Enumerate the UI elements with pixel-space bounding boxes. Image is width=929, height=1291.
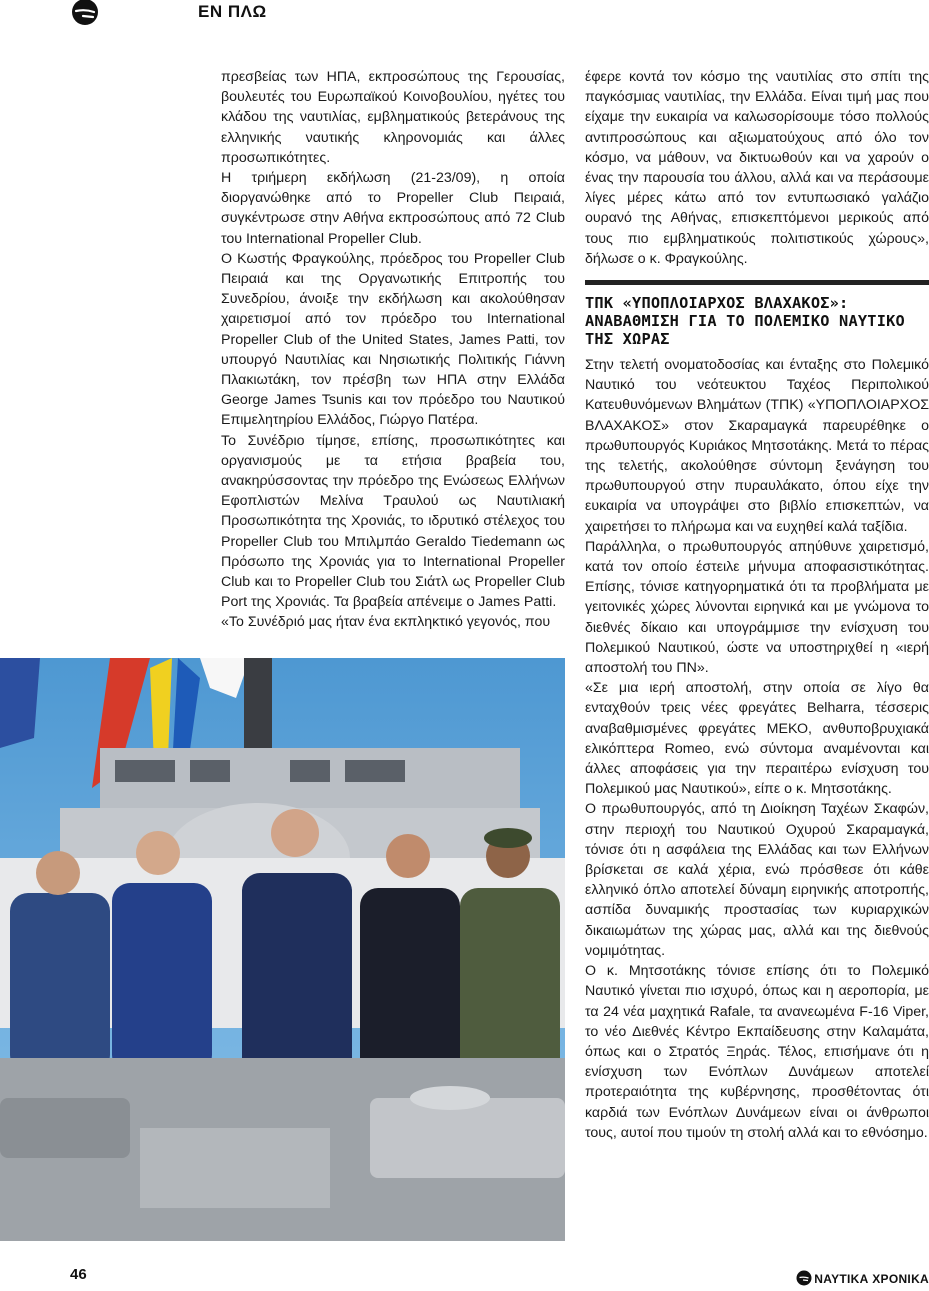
left-column: [221, 67, 565, 633]
section-heading: [585, 294, 929, 348]
heading-line: ΤΠΚ «ΥΠΟΠΛΟΙΑΡΧΟΣ ΒΛΑΧΑΚΟΣ»:: [585, 294, 849, 312]
right-column-top: [585, 67, 929, 269]
paragraph: πρεσβείας των ΗΠΑ, εκπροσώπους της Γερουσίας, βουλευτές του Ευρωπαϊκού Κοινοβουλίου, ηγέτες του κλάδου της ναυτιλίας, εμβληματικούς βετεράνους της ελληνικής ναυτικής κληρονομιάς και άλλες προσωπικότητες.: [221, 69, 565, 166]
heading-line: ΑΝΑΒΑΘΜΙΣΗ ΓΙΑ ΤΟ ΠΟΛΕΜΙΚΟ ΝΑΥΤΙΚΟ: [585, 312, 905, 330]
heading-divider: [585, 280, 929, 285]
paragraph: έφερε κοντά τον κόσμο της ναυτιλίας στο σπίτι της παγκόσμιας ναυτιλίας, την Ελλάδα. Είναι τιμή μας που είχαμε την ευκαιρία να καλωσορίσουμε τόσο πολλούς αντιπροσώπους και αξιωματούχους από όλο τον κόσμο, να μάθουν, να δικτυωθούν και να χαρούν ο ένας την παρουσία του άλλου, αλλά και να περάσουμε λίγες μέρες κάτω από τον εντυπωσιακό γαλάζιο ουρανό της Αθήνας, επισκεπτόμενοι μερικούς από τους πιο εμβληματικούς πολιτιστικούς χώρους», δήλωσε ο κ. Φραγκούλης.: [585, 69, 929, 267]
ceremony-photo: [0, 658, 565, 1241]
paragraph: Ο Κωστής Φραγκούλης, πρόεδρος του Propeller Club Πειραιά και της Οργανωτικής Επιτροπής του Συνεδρίου, άνοιξε την εκδήλωση και ακολούθησαν χαιρετισμοί από τον πρόεδρο του International Propeller Club of the United States, James Patti, τον υπουργό Ναυτιλίας και Νησιωτικής Πολιτικής Γιάννη Πλακιωτάκη, τον πρέσβη των ΗΠΑ στην Ελλάδα George James Tsunis και τον πρόεδρο του Ναυτικού Επιμελητηρίου Ελλάδος, Γιώργο Πατέρα.: [221, 250, 565, 429]
paragraph: Παράλληλα, ο πρωθυπουργός απηύθυνε χαιρετισμό, κατά τον οποίο έστειλε μήνυμα αποφασιστικότητας. Επίσης, τόνισε κατηγορηματικά ότι τα προβλήματα με γειτονικές χώρες λύνονται ειρηνικά και με γνώμονα το διεθνές δίκαιο και υπογράμμισε την ενίσχυση του Πολεμικού Ναυτικού, ώστε να υποστηριχθεί η «ιερή αποστολή του ΠΝ».: [585, 538, 929, 677]
heading-line: ΤΗΣ ΧΩΡΑΣ: [585, 330, 670, 348]
magazine-name: ΝΑΥΤΙΚΑ ΧΡΟΝΙΚΑ: [814, 1272, 929, 1286]
paragraph: Το Συνέδριο τίμησε, επίσης, προσωπικότητες και οργανισμούς με τα ετήσια βραβεία του, ανακηρύσσοντας την πρόεδρο της Ενώσεως Ελλήνων Εφοπλιστών Μελίνα Τραυλού ως Ναυτιλιακή Προσωπικότητα της Χρονιάς, το ιδρυτικό στέλεχος του Propeller Club του Μπιλμπάο Geraldo Tiedemann ως Πρόσωπο της Χρονιάς για το International Propeller Club και το Propeller Club του Σιάτλ ως Propeller Club Port της Χρονιάς. Τα βραβεία απένειμε ο James Patti.: [221, 432, 565, 611]
paragraph: Ο πρωθυπουργός, από τη Διοίκηση Ταχέων Σκαφών, στην περιοχή του Ναυτικού Οχυρού Σκαραμαγκά, τόνισε ότι η ασφάλεια της Ελλάδας και των Ελλήνων βρίσκεται σε καλά χέρια, ενώ πρόσθεσε ότι κάθε ελληνικό όπλο αποτελεί δύναμη ειρηνικής αποτροπής, ασπίδα δυναμικής προστασίας των κυριαρχικών δικαιωμάτων της χώρας μας, αλλά και της διεθνούς νομιμότητας.: [585, 801, 929, 959]
paragraph: Η τριήμερη εκδήλωση (21-23/09), η οποία διοργανώθηκε από το Propeller Club Πειραιά, συγκέντρωσε στην Αθήνα εκπροσώπους από 72 Club του International Propeller Club.: [221, 170, 565, 247]
paragraph: Στην τελετή ονοματοδοσίας και ένταξης στο Πολεμικό Ναυτικό του νεότευκτου Ταχέος Περιπολικού Κατευθυνόμενων Βλημάτων (ΤΠΚ) «ΥΠΟΠΛΟΙΑΡΧΟΣ ΒΛΑΧΑΚΟΣ» στον Σκαραμαγκά παρευρέθηκε ο πρωθυπουργός Κυριάκος Μητσοτάκης. Μετά το πέρας της τελετής, ακολούθησε σύντομη ξενάγηση του πρωθυπουργού στην πυραυλάκατο, όπου είχε την ευκαιρία να υπογράψει στο βιβλίο επισκεπτών, να χαιρετήσει το πλήρωμα και να ευχηθεί καλά ταξίδια.: [585, 357, 929, 535]
paragraph: «Σε μια ιερή αποστολή, στην οποία σε λίγο θα ενταχθούν τρεις νέες φρεγάτες Belharra, τέσσερις αναβαθμισμένες φρεγάτες ΜΕΚΟ, ανθυποβρυχιακά ελικόπτερα Romeo, ενώ σύντομα αναμένονται και άλλες αποφάσεις για την περαιτέρω ενίσχυση του Πολεμικού μας Ναυτικού», είπε ο κ. Μητσοτάκης.: [585, 680, 929, 798]
ship-wheel-icon: [69, 0, 101, 28]
section-label: ΕΝ ΠΛΩ: [198, 2, 267, 21]
page-number: 46: [70, 1266, 87, 1283]
ship-wheel-icon: [796, 1270, 812, 1286]
right-column-bottom: [585, 355, 929, 1143]
paragraph: Ο κ. Μητσοτάκης τόνισε επίσης ότι το Πολεμικό Ναυτικό γίνεται πιο ισχυρό, όπως και η αεροπορία, με τα 24 νέα μαχητικά Rafale, τα ανανεωμένα F-16 Viper, το νέο Διεθνές Κέντρο Εκπαίδευσης στην Καλαμάτα, όπως και ο Στρατός Ξηράς. Τέλος, επισήμανε ότι η ενίσχυση των Ενόπλων Δυνάμεων αποτελεί προτεραιότητα της κυβέρνησης, προσθέτοντας ότι καρδιά των Ενόπλων Δυνάμεων είναι οι άνθρωποι τους, αυτοί που τιμούν τη στολή αλλά και το εθνόσημο.: [585, 963, 929, 1141]
paragraph: «Το Συνέδριό μας ήταν ένα εκπληκτικό γεγονός, που: [221, 614, 551, 631]
